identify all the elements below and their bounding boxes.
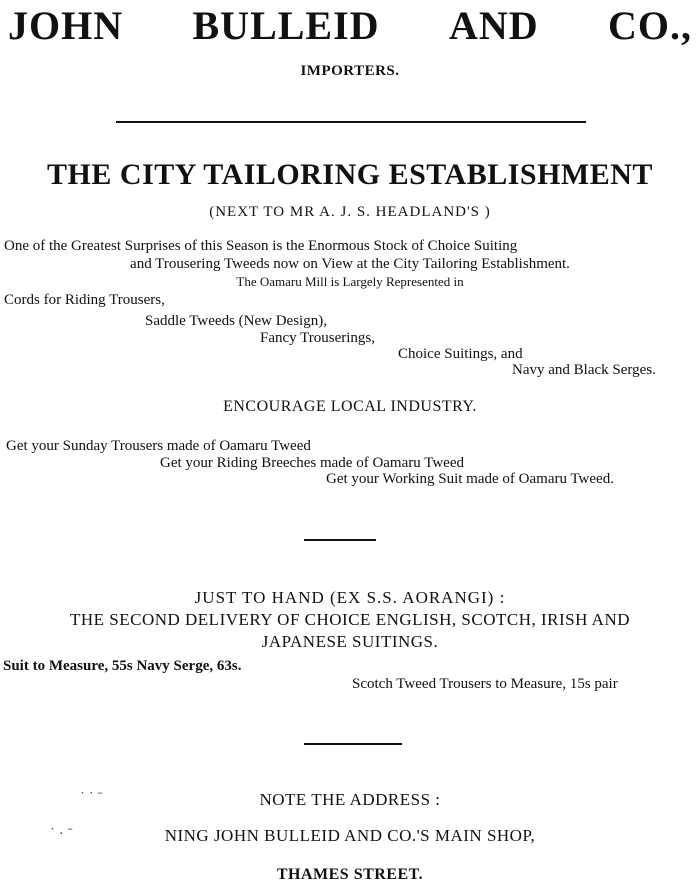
price-suit-serge: Suit to Measure, 55s Navy Serge, 63s. [3,658,242,674]
note-address: NOTE THE ADDRESS : [259,790,441,809]
masthead-word-2: BULLEID [192,2,380,48]
establishment-headline: THE CITY TAILORING ESTABLISHMENT [47,158,653,191]
intro-line-1: One of the Greatest Surprises of this Season is the Enormous Stock of Choice Suiting [4,238,518,254]
delivery-line-2: JAPANESE SUITINGS. [261,632,439,651]
tweed-line-2: Get your Riding Breeches made of Oamaru Tweed [160,455,464,471]
tweed-line-1: Get your Sunday Trousers made of Oamaru Tweed [6,438,311,454]
fabric-item-1: Cords for Riding Trousers, [4,292,165,308]
tweed-line-3: Get your Working Suit made of Oamaru Tweed. [326,471,614,487]
intro-line-2: and Trousering Tweeds now on View at the City Tailoring Establishment. [130,256,570,272]
masthead-word-1: JOHN [8,2,124,48]
print-speck-2: ˙ · ˉ [50,826,73,842]
importers-subtitle: IMPORTERS. [300,63,400,79]
divider-bottom [304,743,402,745]
masthead-word-3: AND [448,2,539,48]
delivery-line-1: THE SECOND DELIVERY OF CHOICE ENGLISH, SCOTCH, IRISH AND [69,610,631,629]
establishment-location: (NEXT TO MR A. J. S. HEADLAND'S ) [209,204,491,220]
fabric-item-3: Fancy Trouserings, [260,330,376,346]
main-shop: NING JOHN BULLEID AND CO.'S MAIN SHOP, [164,826,536,845]
fabric-item-5: Navy and Black Serges. [512,362,656,378]
divider-top [116,121,586,123]
divider-middle [304,539,376,541]
print-speck-1: ˙ ˙ ˉ [80,790,103,806]
intro-line-3: The Oamaru Mill is Largely Represented in [236,274,464,289]
encourage-slogan: ENCOURAGE LOCAL INDUSTRY. [223,398,477,415]
masthead-word-4: CO., [607,2,692,48]
fabric-item-2: Saddle Tweeds (New Design), [145,313,327,329]
masthead [8,0,692,50]
thames-street: THAMES STREET. [276,866,424,883]
price-trousers: Scotch Tweed Trousers to Measure, 15s pair [352,676,618,692]
just-to-hand: JUST TO HAND (EX S.S. AORANGI) : [194,588,506,607]
fabric-item-4: Choice Suitings, and [398,346,523,362]
